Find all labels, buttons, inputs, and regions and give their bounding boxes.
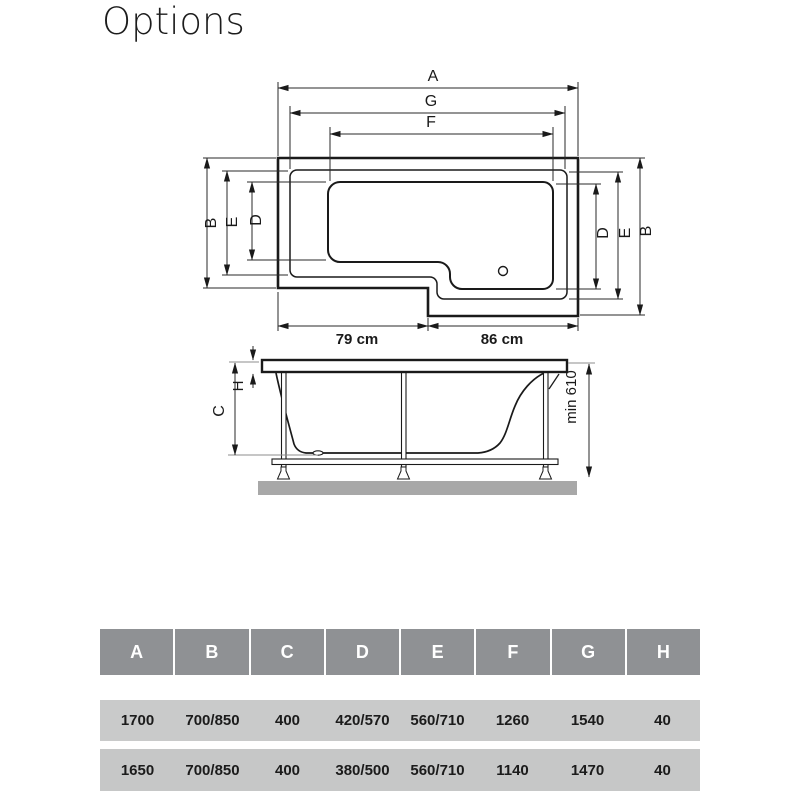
table-header-cell-a: A	[100, 629, 173, 675]
table-cell: 1470	[570, 761, 605, 779]
dim-c	[228, 362, 318, 455]
table-cell: 400	[274, 761, 301, 779]
dim-f-label: F	[426, 114, 436, 131]
table-cell: 1700	[120, 712, 155, 729]
frame-leg-right	[544, 372, 549, 467]
dim-e-right-label: E	[617, 227, 634, 239]
dim-d-right-label: D	[595, 227, 612, 239]
dim-b-right	[580, 158, 645, 315]
table-cell: 560/710	[410, 761, 465, 779]
table-cell: 560/710	[410, 712, 465, 729]
frame-leg-middle	[402, 372, 407, 467]
frame-bottom-rail	[272, 459, 558, 465]
table-header-cell-d: D	[326, 629, 399, 675]
dim-86cm-label: 86 cm	[480, 331, 524, 348]
table-cell: 420/570	[335, 712, 390, 729]
rim-slab	[262, 360, 567, 372]
table-cell: 1140	[496, 761, 529, 779]
table-header-cell-c: C	[251, 629, 324, 675]
table-cell: 1650	[120, 761, 155, 779]
table-cell: 380/500	[335, 761, 390, 779]
dim-c-label: C	[211, 405, 228, 417]
ground	[258, 481, 577, 495]
table-cell: 1540	[570, 712, 605, 729]
table-header-cell-g: G	[552, 629, 625, 675]
table-header-cell-e: E	[401, 629, 474, 675]
table-cell: 400	[274, 712, 301, 729]
drain-icon	[499, 267, 508, 276]
table-cell: 40	[654, 712, 671, 729]
dim-b-right-label: B	[638, 225, 655, 237]
dim-min-610-label: min 610	[563, 370, 580, 424]
page-title: Options	[102, 0, 245, 43]
table-header-cell-b: B	[175, 629, 248, 675]
table-row	[100, 700, 700, 741]
table-header-cell-f: F	[476, 629, 549, 675]
dim-h-label: H	[230, 380, 247, 392]
frame-leg-left	[282, 372, 287, 467]
table-cell: 700/850	[185, 761, 240, 779]
adjustable-foot-right	[540, 467, 552, 479]
tub-basin-outline	[328, 182, 553, 289]
dim-b-left-label: B	[203, 217, 220, 229]
adjustable-foot-middle	[398, 467, 410, 479]
dim-d-left-label: D	[248, 214, 265, 226]
table-row	[100, 749, 700, 791]
dim-g-label: G	[424, 93, 438, 110]
table-cell: 700/850	[185, 712, 240, 729]
frame-brace-right	[549, 374, 559, 389]
adjustable-foot-left	[278, 467, 290, 479]
table-header-cell-h: H	[627, 629, 700, 675]
table-cell: 40	[654, 761, 671, 779]
tub-profile	[276, 373, 544, 453]
dim-f	[330, 127, 553, 181]
tub-inner-rim	[290, 170, 567, 299]
dim-79cm-label: 79 cm	[335, 331, 379, 348]
side-view	[258, 360, 577, 495]
dim-a-label: A	[427, 68, 439, 85]
table-header-row	[100, 629, 700, 675]
table-cell: 1260	[495, 712, 530, 729]
dim-e-left-label: E	[224, 216, 241, 228]
